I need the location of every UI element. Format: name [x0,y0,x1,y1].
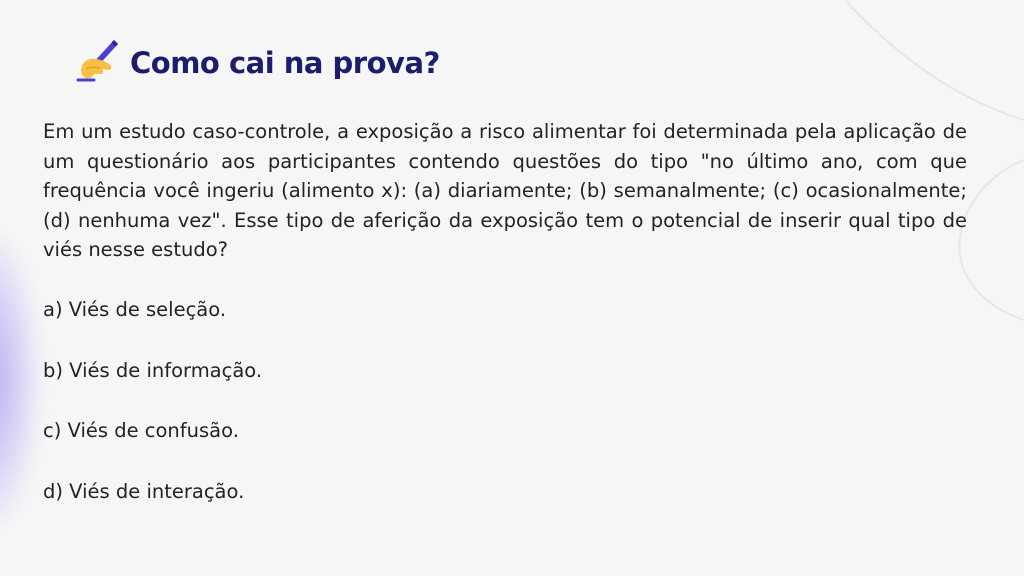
purple-glow [0,230,40,530]
option-b: b) Viés de informação. [43,358,263,382]
answer-options-list [43,295,262,537]
option-a: a) Viés de seleção. [43,298,227,321]
header [76,36,440,89]
option-c: c) Viés de confusão. [43,419,239,442]
page-title: Como cai na prova? [130,45,440,80]
writing-hand-icon [76,36,122,89]
question-text: Em um estudo caso-controle, a exposição a risco alimentar foi determinada pela aplicação de um questionário aos participantes contendo questões do tipo "no último ano, com que frequência você ingeriu (alimento x): (a) diariamente; (b) semanalmente; (c) ocasionalmente; (d) nenhuma vez". Esse tipo de aferição da exposição tem o potencial de inserir qual tipo de viés nesse estudo? [43,120,967,261]
option-d: d) Viés de interação. [43,479,245,503]
